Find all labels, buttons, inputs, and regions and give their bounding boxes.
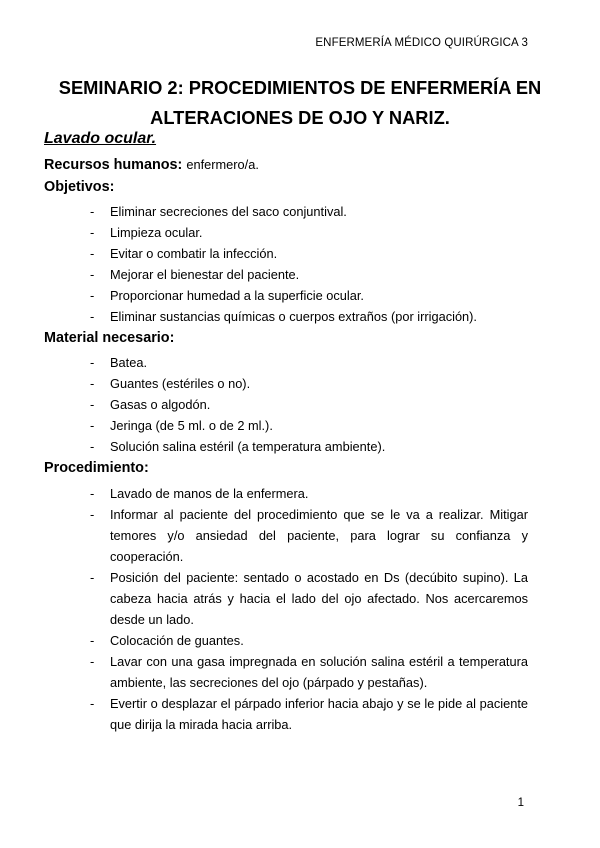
list-item: - Guantes (estériles o no). (90, 373, 528, 394)
list-item: - Lavar con una gasa impregnada en solución salina estéril a temperatura ambiente, las secreciones del ojo (párpado y pestañas). (90, 651, 528, 693)
list-item: - Informar al paciente del procedimiento que se le va a realizar. Mitigar temores y/o ansiedad del paciente, para lograr su confianza y cooperación. (90, 504, 528, 567)
list-item: - Evertir o desplazar el párpado inferior hacia abajo y se le pide al paciente que dirija la mirada hacia arriba. (90, 693, 528, 735)
list-item: - Jeringa (de 5 ml. o de 2 ml.). (90, 415, 528, 436)
list-item: - Eliminar secreciones del saco conjuntival. (90, 201, 528, 222)
list-item: - Gasas o algodón. (90, 394, 528, 415)
resources-value: enfermero/a. (186, 157, 259, 172)
section-heading: Lavado ocular. (44, 130, 157, 147)
resources-label: Recursos humanos: (44, 157, 183, 173)
resources-line (44, 157, 259, 173)
procedure-label: Procedimiento: (44, 460, 149, 476)
list-item: - Colocación de guantes. (90, 630, 528, 651)
list-item: - Evitar o combatir la infección. (90, 243, 528, 264)
list-item: - Proporcionar humedad a la superficie ocular. (90, 285, 528, 306)
objectives-list (90, 201, 528, 327)
procedure-list (90, 483, 528, 735)
running-header: ENFERMERÍA MÉDICO QUIRÚRGICA 3 (315, 37, 528, 49)
list-item: - Mejorar el bienestar del paciente. (90, 264, 528, 285)
list-item: - Lavado de manos de la enfermera. (90, 483, 528, 504)
title-line-1: SEMINARIO 2: PROCEDIMIENTOS DE ENFERMERÍA EN (58, 77, 542, 98)
list-item: - Solución salina estéril (a temperatura ambiente). (90, 436, 528, 457)
list-item: - Limpieza ocular. (90, 222, 528, 243)
materials-list (90, 352, 528, 457)
list-item: - Posición del paciente: sentado o acostado en Ds (decúbito supino). La cabeza hacia atrás y hacia el lado del ojo afectado. Nos acercaremos desde un lado. (90, 567, 528, 630)
title-line-2: ALTERACIONES DE OJO Y NARIZ. (150, 107, 450, 128)
document-title (40, 73, 560, 133)
list-item: - Batea. (90, 352, 528, 373)
objectives-label: Objetivos: (44, 179, 115, 195)
list-item: - Eliminar sustancias químicas o cuerpos extraños (por irrigación). (90, 306, 528, 327)
page-number: 1 (517, 797, 524, 809)
materials-label: Material necesario: (44, 330, 175, 346)
